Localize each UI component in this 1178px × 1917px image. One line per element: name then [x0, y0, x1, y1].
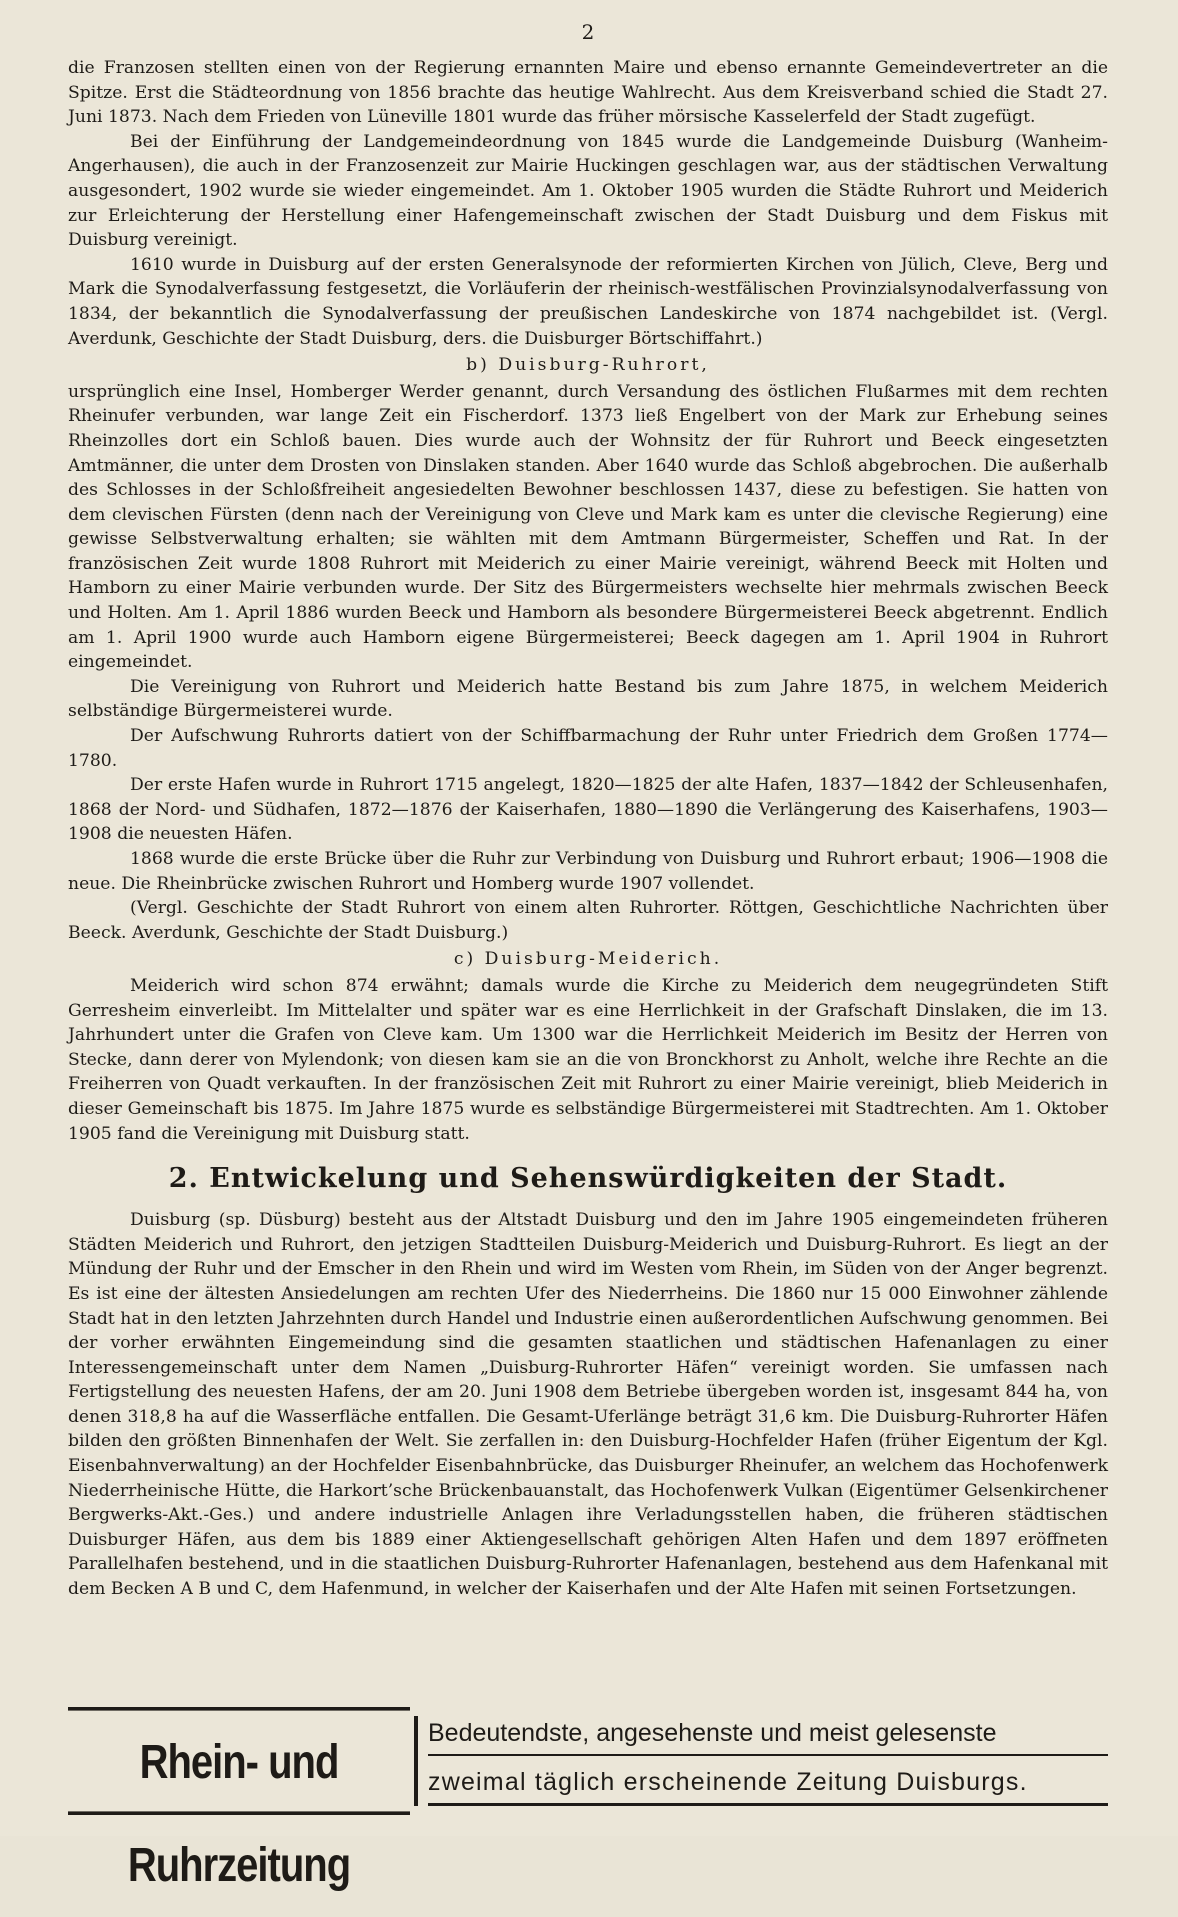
subheading-duisburg-meiderich: c) Duisburg-Meiderich. — [453, 949, 723, 970]
paragraph: ursprünglich eine Insel, Homberger Werder genannt, durch Versandung des östlichen Flußarmes mit dem rechten Rheinufer verbunden, war lange Zeit ein Fischerdorf. 1373 ließ Engelbert von der Mark zur Erhebung seines Rheinzolles dort ein Schloß bauen. Dies wurde auch der Wohnsitz der für Ruhrort und Beeck eingesetzten Amtmänner, die unter dem Drosten von Dinslaken standen. Aber 1640 wurde das Schloß abgebrochen. Die außerhalb des Schlosses in der Schloßfreiheit angesiedelten Bewohner beschlossen 1437, diese zu befestigen. Sie hatten von dem clevischen Fürsten (denn nach der Vereinigung von Cleve und Mark kam es unter die clevische Regierung) eine gewisse Selbstverwaltung erhalten; sie wählten mit dem Amtmann Bürgermeister, Scheffen und Rat. In der französischen Zeit wurde 1808 Ruhrort mit Meiderich zu einer Mairie vereinigt, während Beeck mit Holten und Hamborn zu einer Mairie verbunden wurde. Der Sitz des Bürgermeisters wechselte hier mehrmals zwischen Beeck und Holten. Am 1. April 1886 wurden Beeck und Hamborn als besondere Bürgermeisterei Beeck abgetrennt. Endlich am 1. April 1900 wurde auch Hamborn eigene Bürgermeisterei; Beeck dagegen am 1. April 1904 in Ruhrort eingemeindet. — [68, 381, 1108, 673]
page-number: 2 — [581, 20, 595, 44]
advertisement-line-1: Bedeutendste, angesehenste und meist gelesenste — [428, 1716, 1108, 1756]
subheading-duisburg-ruhrort: b) Duisburg-Ruhrort, — [466, 355, 710, 376]
paragraph: 1610 wurde in Duisburg auf der ersten Generalsynode der reformierten Kirchen von Jülich, Cleve, Berg und Mark die Synodalverfassung festgesetzt, die Vorläuferin der rheinisch-westfälischen Provinzialsynodalverfassung von 1834, der bekanntlich die Synodalverfassung der preußischen Landeskirche von 1874 nachgebildet ist. (Vergl. Averdunk, Geschichte der Stadt Duisburg, ders. die Duisburger Börtschiffahrt.) — [68, 254, 1108, 349]
section-title: 2. Entwickelung und Sehenswürdigkeiten der Stadt. — [168, 1163, 1008, 1195]
body-text — [68, 56, 1108, 1602]
advertisement-divider — [414, 1716, 418, 1806]
advertisement-line-2: zweimal täglich erscheinende Zeitung Duisburgs. — [428, 1765, 1108, 1806]
paragraph: Die Vereinigung von Ruhrort und Meiderich hatte Bestand bis zum Jahre 1875, in welchem Meiderich selbständige Bürgermeisterei wurde. — [68, 676, 1108, 722]
paragraph: Der erste Hafen wurde in Ruhrort 1715 angelegt, 1820—1825 der alte Hafen, 1837—1842 der Schleusenhafen, 1868 der Nord- und Südhafen, 1872—1876 der Kaiserhafen, 1880—1890 die Verlängerung des Kaiserhafens, 1903—1908 die neuesten Häfen. — [68, 775, 1108, 845]
advertisement-slogan — [428, 1716, 1108, 1806]
paragraph: die Franzosen stellten einen von der Regierung ernannten Maire und ebenso ernannte Gemeindevertreter an die Spitze. Erst die Städteordnung von 1856 brachte das heutige Wahlrecht. Aus dem Kreisverband schied die Stadt 27. Juni 1873. Nach dem Frieden von Lüneville 1801 wurde das früher mörsische Kasselerfeld der Stadt zugefügt. — [68, 58, 1108, 128]
newspaper-advertisement — [68, 1716, 1108, 1892]
paragraph: 1868 wurde die erste Brücke über die Ruhr zur Verbindung von Duisburg und Ruhrort erbaut; 1906—1908 die neue. Die Rheinbrücke zwischen Ruhrort und Homberg wurde 1907 vollendet. — [68, 849, 1108, 894]
paragraph: Der Aufschwung Ruhrorts datiert von der Schiffbarmachung der Ruhr unter Friedrich dem Großen 1774—1780. — [68, 726, 1108, 771]
advertisement-newspaper-name: Rhein- und Ruhrzeitung — [68, 1707, 410, 1815]
paragraph: Bei der Einführung der Landgemeindeordnung von 1845 wurde die Landgemeinde Duisburg (Wanheim-Angerhausen), die auch in der Franzosenzeit zur Mairie Huckingen geschlagen war, aus der städtischen Verwaltung ausgesondert, 1902 wurde sie wieder eingemeindet. Am 1. Oktober 1905 wurden die Städte Ruhrort und Meiderich zur Erleichterung der Herstellung einer Hafengemeinschaft zwischen der Stadt Duisburg und dem Fiskus mit Duisburg vereinigt. — [68, 131, 1108, 251]
paragraph: Duisburg (sp. Düsburg) besteht aus der Altstadt Duisburg und den im Jahre 1905 eingemeindeten früheren Städten Meiderich und Ruhrort, den jetzigen Stadtteilen Duisburg-Meiderich und Duisburg-Ruhrort. Es liegt an der Mündung der Ruhr und der Emscher in den Rhein und wird im Westen vom Rhein, im Süden von der Anger begrenzt. Es ist eine der ältesten Ansiedelungen am rechten Ufer des Niederrheins. Die 1860 nur 15 000 Einwohner zählende Stadt hat in den letzten Jahrzehnten durch Handel und Industrie einen außerordentlichen Aufschwung genommen. Bei der vorher erwähnten Eingemeindung sind die gesamten staatlichen und städtischen Hafenanlagen zu einer Interessengemeinschaft unter dem Namen „Duisburg-Ruhrorter Häfen“ vereinigt worden. Sie umfassen nach Fertigstellung des neuesten Hafens, der am 20. Juni 1908 dem Betriebe übergeben worden ist, insgesamt 844 ha, von denen 318,8 ha auf die Wasserfläche entfallen. Die Gesamt-Uferlänge beträgt 31,6 km. Die Duisburg-Ruhrorter Häfen bilden den größten Binnenhafen der Welt. Sie zerfallen in: den Duisburg-Hochfelder Hafen (früher Eigentum der Kgl. Eisenbahnverwaltung) an der Hochfelder Eisenbahnbrücke, das Duisburger Rheinufer, an welchem das Hochofenwerk Niederrheinische Hütte, die Harkort’sche Brückenbauanstalt, das Hochofenwerk Vulkan (Eigentümer Gelsenkirchener Bergwerks-Akt.-Ges.) und andere industrielle Anlagen ihre Verladungsstellen haben, die früheren städtischen Duisburger Häfen, aus dem bis 1889 einer Aktiengesellschaft gehörigen Alten Hafen und dem 1897 eröffneten Parallelhafen bestehend, und in die staatlichen Duisburg-Ruhrorter Hafenanlagen, bestehend aus dem Hafenkanal mit dem Becken A B und C, dem Hafenmund, in welcher der Kaiserhafen und der Alte Hafen mit seinen Fortsetzungen. — [68, 1210, 1108, 1600]
paragraph: (Vergl. Geschichte der Stadt Ruhrort von einem alten Ruhrorter. Röttgen, Geschichtliche Nachrichten über Beeck. Averdunk, Geschichte der Stadt Duisburg.) — [68, 898, 1108, 943]
paragraph: Meiderich wird schon 874 erwähnt; damals wurde die Kirche zu Meiderich dem neugegründeten Stift Gerresheim einverleibt. Im Mittelalter und später war es eine Herrlichkeit in der Grafschaft Dinslaken, die im 13. Jahrhundert unter die Grafen von Cleve kam. Um 1300 war die Herrlichkeit Meiderich im Besitz der Herren von Stecke, dann derer von Mylendonk; von diesen kam sie an die von Bronckhorst zu Anholt, welche ihre Rechte an die Freiherren von Quadt verkauften. In der französischen Zeit mit Ruhrort zu einer Mairie vereinigt, blieb Meiderich in dieser Gemeinschaft bis 1875. Im Jahre 1875 wurde es selbständige Bürgermeisterei mit Stadtrechten. Am 1. Oktober 1905 fand die Vereinigung mit Duisburg statt. — [68, 975, 1108, 1144]
